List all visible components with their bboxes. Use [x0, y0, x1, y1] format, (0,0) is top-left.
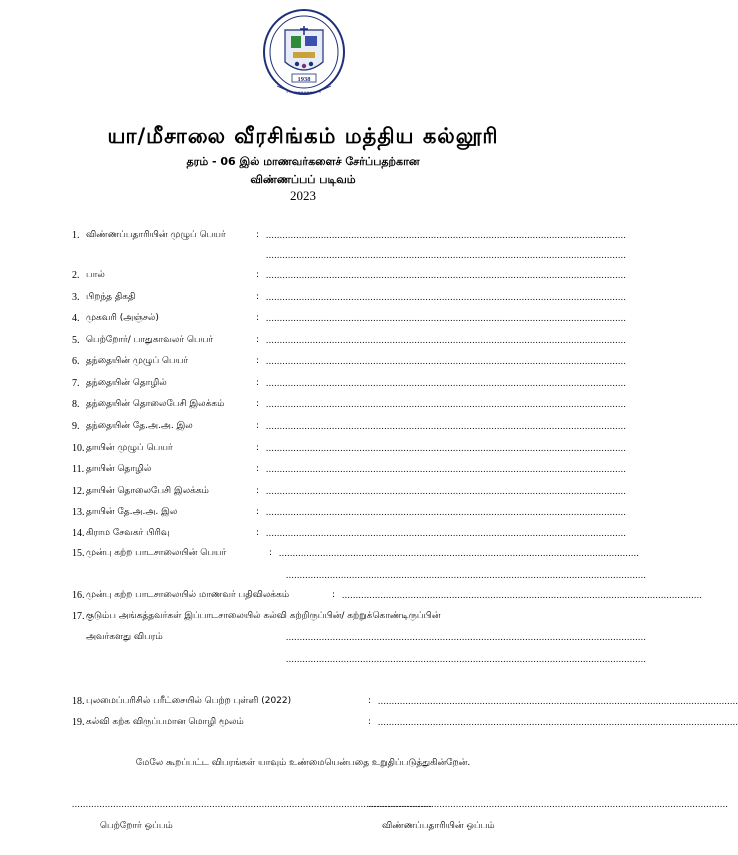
field-number: 14.	[72, 528, 85, 539]
field-row-17	[72, 611, 542, 627]
field-number: 12.	[72, 486, 85, 497]
field-input-line[interactable]: ...................................................................................................................................	[266, 335, 627, 345]
parent-signature-label: பெற்றோர் ஒப்பம்	[100, 821, 173, 831]
field-colon: :	[332, 590, 336, 600]
field-number: 16.	[72, 590, 85, 601]
field-label: விண்ணப்பதாரியின் முழுப் பெயர்	[86, 230, 226, 240]
field-colon: :	[269, 548, 273, 558]
applicant-signature-label: விண்ணப்பதாரியின் ஒப்பம்	[382, 821, 495, 831]
field-row-1	[72, 230, 627, 246]
field-label: தாயின் தே.அ.அ. இல	[86, 507, 178, 517]
field-input-line[interactable]: ...................................................................................................................................	[266, 443, 627, 453]
continuation-input-line-4[interactable]: ...................................................................................................................................	[286, 654, 647, 664]
field-row-12	[72, 486, 627, 502]
applicant-signature-line[interactable]: ...................................................................................................................................	[368, 799, 729, 809]
field-colon: :	[368, 717, 372, 727]
field-colon: :	[256, 292, 260, 302]
field-number: 3.	[72, 292, 80, 303]
field-row-14	[72, 528, 627, 544]
field-label: கிராம சேவகர் பிரிவு	[86, 528, 170, 538]
field-number: 4.	[72, 313, 80, 324]
field-colon: :	[256, 313, 260, 323]
field-colon: :	[256, 399, 260, 409]
school-crest-logo	[261, 8, 347, 108]
field-input-line[interactable]: ...................................................................................................................................	[266, 464, 627, 474]
field-label: புலமைப்பரிசில் பரீட்சையில் பெற்ற புள்ளி (2022)	[86, 696, 292, 706]
field-label: முகவரி (அஞ்சல்)	[86, 313, 159, 323]
field-number: 8.	[72, 399, 80, 410]
field-input-line[interactable]: ...................................................................................................................................	[266, 421, 627, 431]
field-input-line[interactable]: ...................................................................................................................................	[266, 378, 627, 388]
field-row-10	[72, 443, 627, 459]
field-input-line[interactable]: ...................................................................................................................................	[266, 230, 627, 240]
field-label: கல்வி கற்க விருப்பமான மொழி மூலம்	[86, 717, 244, 727]
field-row-13	[72, 507, 627, 523]
form-title-line2: விண்ணப்பப் படிவம்	[250, 173, 356, 186]
field-row-4	[72, 313, 627, 329]
form-year: 2023	[290, 188, 316, 203]
field-input-line[interactable]: ...................................................................................................................................	[279, 548, 640, 558]
field-17-label-line2: அவர்களது விபரம்	[86, 632, 163, 642]
field-input-line[interactable]: ...................................................................................................................................	[266, 399, 627, 409]
svg-text:1938: 1938	[297, 76, 311, 83]
field-input-line[interactable]: ...................................................................................................................................	[266, 356, 627, 366]
field-row-3	[72, 292, 627, 308]
field-row-7	[72, 378, 627, 394]
continuation-input-line-3[interactable]: ...................................................................................................................................	[286, 632, 647, 642]
parent-signature-line[interactable]: ...................................................................................................................................	[72, 799, 433, 809]
continuation-input-line-2[interactable]: ...................................................................................................................................	[286, 570, 647, 580]
form-title-line1: தரம் - 06 இல் மாணவர்களைச் சேர்ப்பதற்கான	[186, 155, 420, 168]
field-colon: :	[256, 464, 260, 474]
field-number: 11.	[72, 464, 85, 475]
field-number: 9.	[72, 421, 80, 432]
field-label: முன்பு கற்ற பாடசாலையில் மாணவர் பதிவிலக்கம்	[86, 590, 290, 600]
field-row-19	[72, 717, 738, 733]
field-colon: :	[256, 270, 260, 280]
field-label: பெற்றோர்/ பாதுகாவலர் பெயர்	[86, 335, 214, 345]
field-input-line[interactable]: ...................................................................................................................................	[266, 486, 627, 496]
field-number: 17.	[72, 611, 85, 622]
field-colon: :	[256, 356, 260, 366]
field-label: தந்தையின் தே.அ.அ. இல	[86, 421, 193, 431]
field-number: 19.	[72, 717, 85, 728]
school-name-heading: யா/மீசாலை வீரசிங்கம் மத்திய கல்லூரி	[107, 124, 499, 148]
field-input-line[interactable]: ...................................................................................................................................	[342, 590, 703, 600]
field-number: 1.	[72, 230, 80, 241]
field-label: தந்தையின் முழுப் பெயர்	[86, 356, 189, 366]
declaration-text: மேலே கூறப்பட்ட விபரங்கள் யாவும் உண்மையென்பதை உறுதிப்படுத்துகின்றேன்.	[135, 758, 471, 768]
field-row-9	[72, 421, 627, 437]
field-number: 7.	[72, 378, 80, 389]
field-row-15	[72, 548, 640, 564]
field-colon: :	[256, 486, 260, 496]
field-colon: :	[368, 696, 372, 706]
field-number: 18.	[72, 696, 85, 707]
field-row-2	[72, 270, 627, 286]
field-input-line[interactable]: ...................................................................................................................................	[266, 292, 627, 302]
field-number: 5.	[72, 335, 80, 346]
field-input-line[interactable]: ...................................................................................................................................	[378, 696, 738, 706]
field-label: தாயின் முழுப் பெயர்	[86, 443, 173, 453]
field-label: தந்தையின் தொலைபேசி இலக்கம்	[86, 399, 225, 409]
field-row-5	[72, 335, 627, 351]
field-number: 10.	[72, 443, 85, 454]
field-colon: :	[256, 507, 260, 517]
field-colon: :	[256, 528, 260, 538]
field-number: 2.	[72, 270, 80, 281]
field-row-6	[72, 356, 627, 372]
field-label: குடும்ப அங்கத்தவர்கள் இப்பாடசாலையில் கல்வி கற்றிருப்பின்/ கற்றுக்கொண்டிருப்பின்	[86, 611, 441, 621]
field-input-line[interactable]: ...................................................................................................................................	[378, 717, 738, 727]
field-label: தாயின் தொலைபேசி இலக்கம்	[86, 486, 209, 496]
field-number: 13.	[72, 507, 85, 518]
field-colon: :	[256, 443, 260, 453]
field-row-16	[72, 590, 703, 606]
field-label: பால்	[86, 270, 105, 280]
field-label: பிறந்த திகதி	[86, 292, 136, 302]
field-colon: :	[256, 421, 260, 431]
field-number: 6.	[72, 356, 80, 367]
field-input-line[interactable]: ...................................................................................................................................	[266, 528, 627, 538]
field-colon: :	[256, 335, 260, 345]
field-input-line[interactable]: ...................................................................................................................................	[266, 270, 627, 280]
field-label: தாயின் தொழில்	[86, 464, 152, 474]
continuation-input-line-1[interactable]: ...................................................................................................................................	[266, 250, 627, 260]
field-label: முன்பு கற்ற பாடசாலையின் பெயர்	[86, 548, 227, 558]
field-input-line[interactable]: ...................................................................................................................................	[266, 313, 627, 323]
field-label: தந்தையின் தொழில்	[86, 378, 167, 388]
field-input-line[interactable]: ...................................................................................................................................	[266, 507, 627, 517]
field-colon: :	[256, 230, 260, 240]
field-colon: :	[256, 378, 260, 388]
field-number: 15.	[72, 548, 85, 559]
field-row-8	[72, 399, 627, 415]
field-row-18	[72, 696, 738, 712]
field-row-11	[72, 464, 627, 480]
